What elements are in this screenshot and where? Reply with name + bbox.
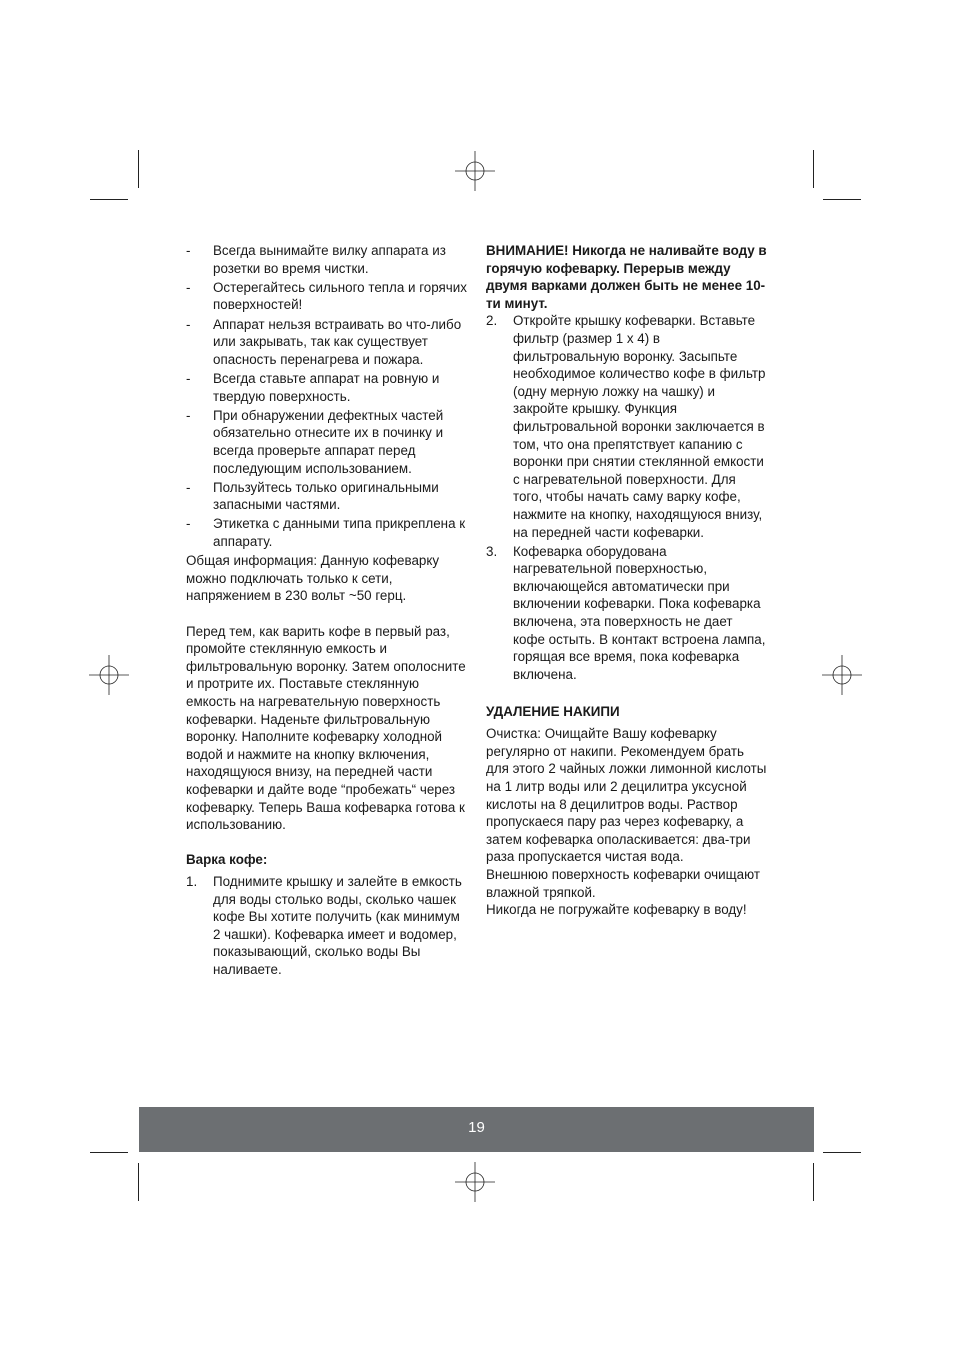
crop-mark-top-left-horizontal bbox=[90, 199, 128, 200]
registration-mark-bottom bbox=[455, 1162, 495, 1202]
crop-mark-bottom-right-horizontal bbox=[823, 1152, 861, 1153]
crop-mark-bottom-right-vertical bbox=[813, 1163, 814, 1201]
step-number: 1. bbox=[186, 873, 198, 889]
general-info-paragraph: Общая информация: Данную кофеварку можно подключать только к сети, напряжением в 230 вольт ~50 герц. bbox=[186, 553, 440, 604]
crop-mark-bottom-left-vertical bbox=[138, 1163, 139, 1201]
step-number: 3. bbox=[486, 543, 498, 559]
safety-bullet bbox=[186, 515, 468, 550]
bullet-marker: - bbox=[186, 243, 191, 258]
bullet-text: Всегда вынимайте вилку аппарата из розетки во время чистки. bbox=[213, 243, 446, 276]
footer-bar bbox=[139, 1107, 814, 1152]
safety-bullet bbox=[186, 479, 468, 514]
left-column bbox=[186, 242, 468, 980]
descaling-heading: УДАЛЕНИЕ НАКИПИ bbox=[486, 703, 620, 719]
bullet-marker: - bbox=[186, 516, 191, 532]
crop-mark-top-right-horizontal bbox=[823, 199, 861, 200]
crop-mark-top-left-vertical bbox=[138, 150, 139, 188]
bullet-text: Пользуйтесь только оригинальными запасными частями. bbox=[213, 479, 439, 513]
registration-mark-top bbox=[455, 151, 495, 191]
safety-bullet bbox=[186, 370, 468, 405]
brewing-heading: Варка кофе: bbox=[186, 852, 268, 868]
right-column bbox=[486, 242, 768, 919]
safety-bullet bbox=[186, 316, 468, 369]
bullet-marker: - bbox=[186, 279, 191, 295]
bullet-text: Аппарат нельзя встраивать во что-либо или закрывать, так как существует опасность перенагрева и пожара. bbox=[213, 316, 462, 367]
cleaning-paragraph: Очистка: Очищайте Вашу кофеварку регулярно от накипи. Рекомендуем брать для этого 2 чайных ложки лимонной кислоты на 1 литр воды или 2 децилитра уксусной кислоты на 8 децилитров воды. Раствор пропускаеся пару раз через кофеварку, а затем кофеварка ополаскивается: два-три раза пропускается чистая вода. bbox=[486, 726, 767, 865]
safety-bullet bbox=[186, 407, 468, 477]
step-3 bbox=[486, 543, 768, 684]
step-number: 2. bbox=[486, 313, 498, 329]
safety-bullet bbox=[186, 242, 468, 277]
step-text: Кофеварка оборудована нагревательной поверхностью, включающейся автоматически при включении кофеварки. Пока кофеварка включена, эта поверхность не дает кофе остыть. В контакт встроена лампа, горящая все время, пока кофеварка включена. bbox=[513, 543, 766, 682]
crop-mark-bottom-left-horizontal bbox=[90, 1152, 128, 1153]
no-immerse-paragraph: Никогда не погружайте кофеварку в воду! bbox=[486, 902, 747, 918]
registration-mark-left bbox=[89, 655, 129, 695]
bullet-marker: - bbox=[186, 407, 191, 423]
bullet-text: Всегда ставьте аппарат на ровную и твердую поверхность. bbox=[213, 370, 440, 404]
bullet-marker: - bbox=[186, 316, 191, 332]
bullet-marker: - bbox=[186, 370, 191, 386]
bullet-marker: - bbox=[186, 479, 191, 495]
safety-bullet bbox=[186, 279, 468, 314]
page-number: 19 bbox=[468, 1119, 485, 1136]
bullet-text: Этикетка с данными типа прикреплена к аппарату. bbox=[213, 516, 466, 550]
step-1 bbox=[186, 873, 468, 979]
exterior-paragraph: Внешнюю поверхность кофеварки очищают влажной тряпкой. bbox=[486, 866, 760, 900]
bullet-text: Остерегайтесь сильного тепла и горячих поверхностей! bbox=[213, 279, 467, 313]
first-use-paragraph: Перед тем, как варить кофе в первый раз, промойте стеклянную емкость и фильтровальную воронку. Затем ополосните и протрите их. Поставьте стеклянную емкость на нагревательную поверхность кофеварки. Наденьте фильтровальную воронку. Наполните кофеварку холодной водой и нажмите на кнопку включения, находящуюся внизу, на передней части кофеварки и дайте воде “пробежать“ через кофеварку. Теперь Ваша кофеварка готова к использованию. bbox=[186, 623, 466, 833]
bullet-text: При обнаружении дефектных частей обязательно отнесите их в починку и всегда проверьте аппарат перед последующим использованием. bbox=[213, 407, 444, 476]
crop-mark-top-right-vertical bbox=[813, 150, 814, 188]
registration-mark-right bbox=[822, 655, 862, 695]
step-text: Поднимите крышку и залейте в емкость для воды столько воды, сколько чашек кофе Вы хотите получить (как минимум 2 чашки). Кофеварка имеет и водомер, показывающий, сколько воды Вы наливаете. bbox=[213, 873, 462, 977]
warning-paragraph: ВНИМАНИЕ! Никогда не наливайте воду в горячую кофеварку. Перерыв между двумя варками должен быть не менее 10-ти минут. bbox=[486, 243, 767, 311]
step-2 bbox=[486, 312, 768, 541]
step-text: Откройте крышку кофеварки. Вставьте фильтр (размер 1 x 4) в фильтровальную воронку. Засыпьте необходимое количество кофе в фильтр (одну мерную ложку на чашку) и закройте крышку. Функция фильтровальной воронки заключается в том, что она препятствует капанию с воронки при снятии стеклянной емкости с нагревательной поверхности. Для того, чтобы начать саму варку кофе, нажмите на кнопку, находящуюся внизу, на передней части кофеварки. bbox=[513, 313, 766, 540]
